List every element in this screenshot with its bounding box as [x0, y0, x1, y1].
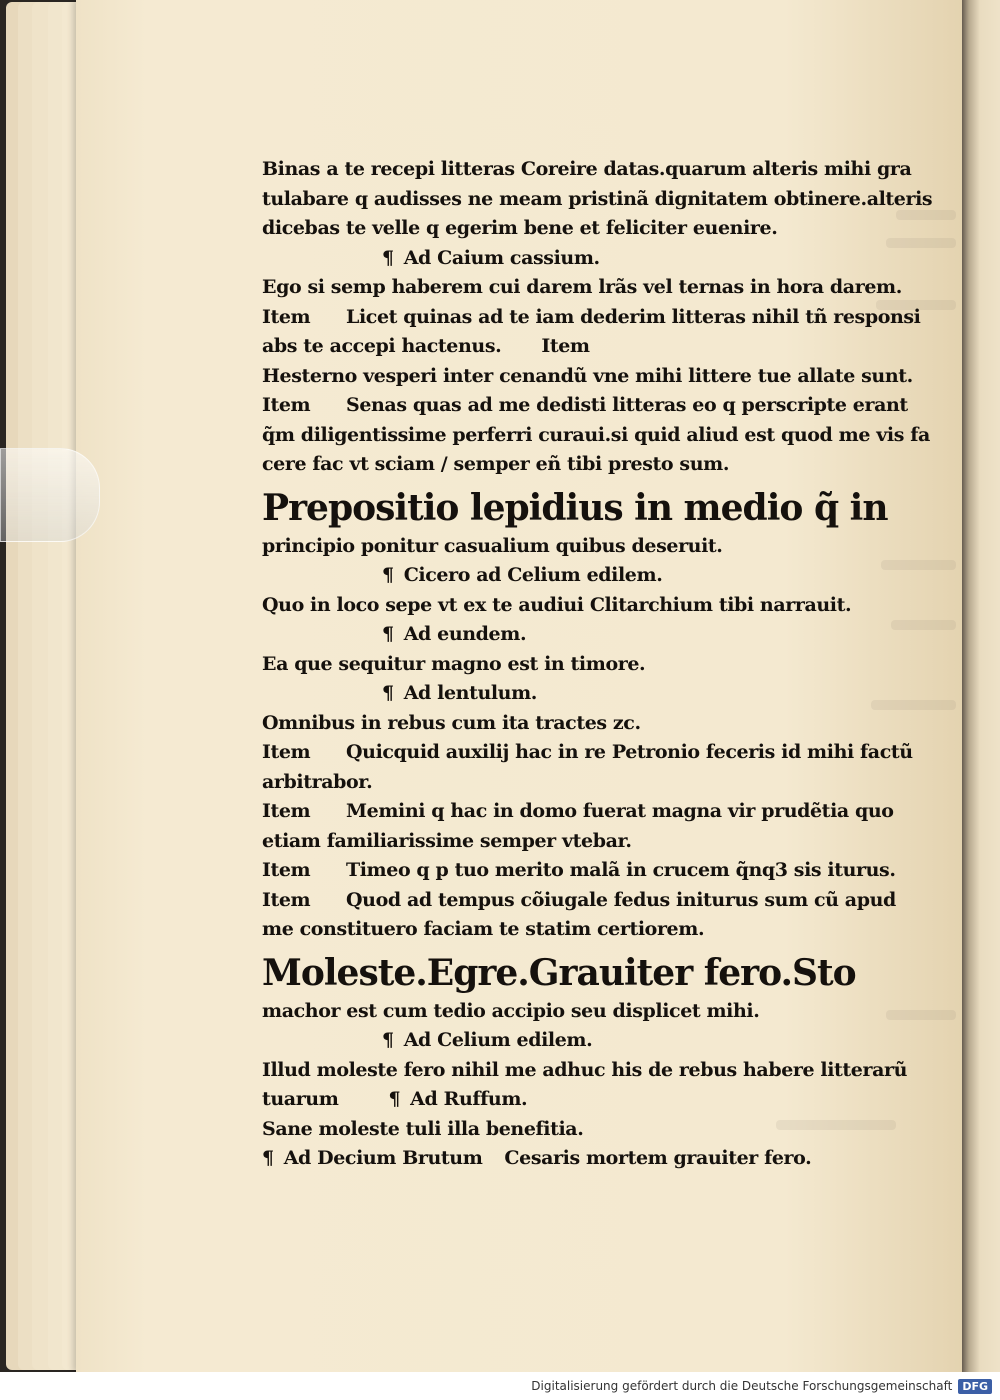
pilcrow-icon: ¶	[388, 1088, 401, 1110]
item-text: Timeo q p tuo merito malã in crucem q̃nq3 sis iturus.	[346, 859, 896, 881]
item-text: Quicquid auxilij hac in re Petronio feceris id mihi factũ	[346, 741, 913, 763]
text-line	[262, 797, 974, 827]
pilcrow-icon: ¶	[382, 246, 394, 269]
pilcrow-icon: ¶	[382, 1029, 394, 1051]
book-page	[76, 0, 962, 1372]
item-label: Item	[262, 800, 311, 822]
pilcrow-icon: ¶	[382, 564, 394, 586]
text-line: tulabare q audisses ne meam pristinã dignitatem obtinere.alteris	[262, 187, 933, 210]
item-label: Item	[262, 888, 311, 911]
text-line: Binas a te recepi litteras Coreire datas.quarum alteris mihi gra	[262, 158, 912, 180]
text-line	[262, 738, 974, 768]
text-line	[262, 303, 974, 333]
rubric-text: Ad Caium cassium.	[403, 246, 600, 269]
text-line: q̃m diligentissime perferri curaui.si quid aliud est quod me vis fa	[262, 423, 930, 446]
rubric-line	[262, 561, 974, 591]
section-heading: Moleste.Egre.Grauiter fero.Sto	[262, 951, 856, 994]
rubric-text: Ad lentulum.	[403, 682, 538, 704]
text-line: Illud moleste fero nihil me adhuc his de rebus habere litterarũ	[262, 1058, 908, 1081]
rubric-text: Ad Celium edilem.	[403, 1029, 593, 1051]
rubric-line	[262, 1026, 974, 1056]
pilcrow-icon: ¶	[382, 623, 394, 645]
text-line	[262, 1144, 974, 1174]
item-text: abs te accepi hactenus.	[262, 335, 502, 357]
text-block	[262, 155, 974, 1174]
text-line: Omnibus in rebus cum ita tractes zc.	[262, 711, 641, 734]
text-segment: tuarum	[262, 1088, 339, 1110]
item-label: Item	[262, 305, 311, 328]
text-line: machor est cum tedio accipio seu displicet mihi.	[262, 999, 760, 1022]
page-clip	[0, 448, 100, 542]
item-text: Quod ad tempus cõiugale fedus initurus sum cũ apud	[346, 888, 896, 911]
text-line: dicebas te velle q egerim bene et feliciter euenire.	[262, 217, 778, 239]
item-text: Memini q hac in domo fuerat magna vir prudẽtia quo	[346, 800, 894, 822]
rubric-line	[262, 244, 974, 274]
text-line: Hesterno vesperi inter cenandũ vne mihi littere tue allate sunt.	[262, 364, 913, 387]
rubric-text: Cicero ad Celium edilem.	[403, 564, 663, 586]
dfg-logo: DFG	[958, 1379, 992, 1394]
text-line: principio ponitur casualium quibus deseruit.	[262, 534, 723, 557]
rubric-text: Ad Decium Brutum	[283, 1147, 483, 1169]
item-label: Item	[262, 741, 311, 763]
rubric-text: Ad Ruffum.	[410, 1088, 528, 1110]
footer-bar	[0, 1372, 1000, 1400]
text-line	[262, 886, 974, 916]
text-line: Ego si semp haberem cui darem lrãs vel ternas in hora darem.	[262, 276, 902, 298]
item-label: Item	[541, 335, 590, 357]
pilcrow-icon: ¶	[262, 1147, 274, 1169]
text-line	[262, 1085, 974, 1115]
text-line: Sane moleste tuli illa benefitia.	[262, 1117, 584, 1140]
pilcrow-icon: ¶	[382, 682, 394, 704]
text-line	[262, 856, 974, 886]
footer-text: Digitalisierung gefördert durch die Deutsche Forschungsgemeinschaft	[531, 1379, 953, 1393]
text-line: etiam familiarissime semper vtebar.	[262, 829, 632, 852]
text-line: Ea que sequitur magno est in timore.	[262, 652, 646, 675]
text-line	[262, 391, 974, 421]
item-text: Senas quas ad me dedisti litteras eo q perscripte erant	[346, 394, 908, 416]
item-label: Item	[262, 859, 311, 881]
text-line: me constituero faciam te statim certiorem.	[262, 918, 705, 940]
text-segment: Cesaris mortem grauiter fero.	[504, 1147, 812, 1169]
item-label: Item	[262, 394, 311, 416]
section-heading: Prepositio lepidius in medio q̃ in	[262, 486, 888, 529]
text-line	[262, 332, 974, 362]
text-line: cere fac vt sciam / semper eñ tibi presto sum.	[262, 453, 730, 475]
rubric-line	[262, 679, 974, 709]
rubric-line	[262, 620, 974, 650]
item-text: Licet quinas ad te iam dederim litteras nihil tñ responsi	[346, 305, 921, 328]
text-line: Quo in loco sepe vt ex te audiui Clitarchium tibi narrauit.	[262, 593, 852, 616]
rubric-text: Ad eundem.	[403, 623, 527, 645]
text-line: arbitrabor.	[262, 770, 373, 793]
